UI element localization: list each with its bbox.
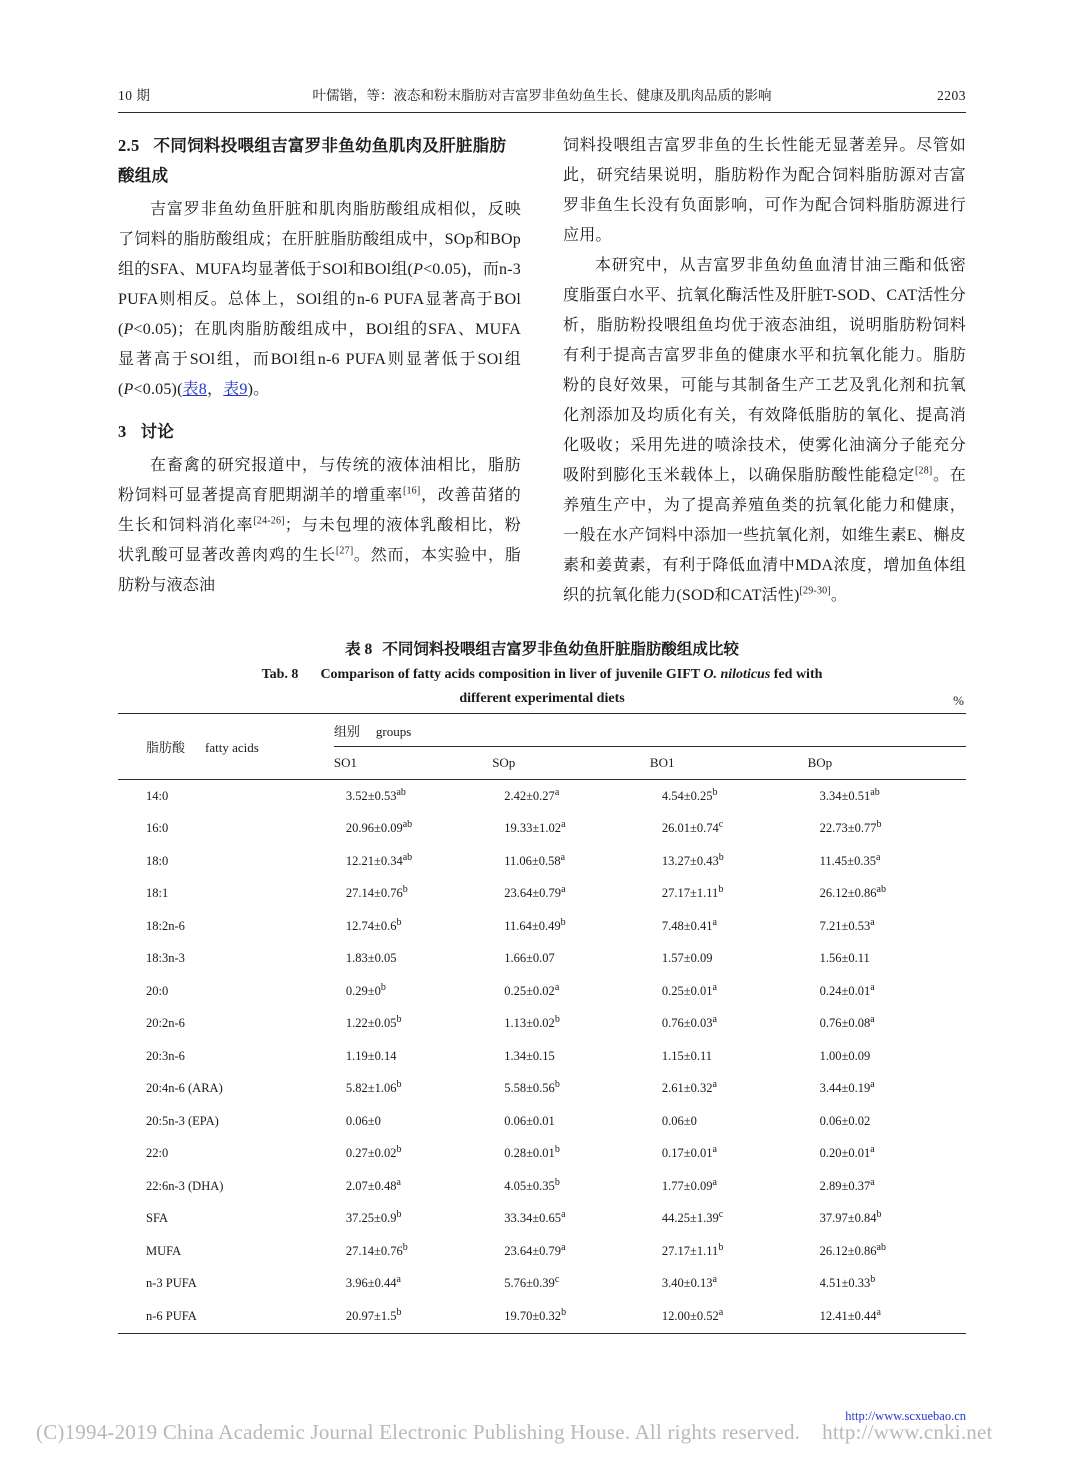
significance-superscript: b — [554, 1176, 560, 1188]
para-2-5-part-c: <0.05)；在肌肉脂肪酸组成中，BOl组的SFA、MUFA显著高于SOl组，而BOl组n-6 PUFA则显著低于SOl组( — [118, 321, 521, 398]
table8-cell: 19.33±1.02$^a$ — [504, 819, 566, 836]
table8-cell: 1.13±0.02$^b$ — [504, 1014, 560, 1031]
table8-cell: 37.97±0.84$^b$ — [819, 1209, 882, 1226]
table8-cell: 0.06±0.02 — [819, 1113, 871, 1128]
significance-superscript: b — [876, 819, 882, 831]
table-row — [118, 1040, 966, 1073]
significance-superscript: a — [561, 1241, 566, 1253]
para-2-5-part-e: ， — [207, 381, 224, 398]
significance-superscript: b — [554, 1079, 560, 1091]
table8-cell: 1.83±0.05 — [345, 951, 397, 966]
table8-cell: 11.45±0.35$^a$ — [819, 851, 881, 868]
table8-cell: 0.76±0.08$^a$ — [819, 1014, 875, 1031]
table8-row-label: 20:5n-3 (EPA) — [146, 1113, 219, 1128]
significance-superscript: ab — [402, 851, 413, 863]
table8-row-label: 20:2n-6 — [146, 1016, 185, 1031]
table8-col-header-3: BOp — [807, 755, 833, 770]
table8-cell: 12.74±0.6$^b$ — [345, 916, 402, 933]
table8-cell: 3.96±0.44$^a$ — [345, 1274, 401, 1291]
table8-cell: 0.25±0.02$^a$ — [504, 981, 560, 998]
table8-cell: 5.82±1.06$^b$ — [345, 1079, 402, 1096]
table-row — [118, 845, 966, 878]
table-row — [118, 1105, 966, 1138]
section-3-title: 讨论 — [140, 422, 175, 441]
table8-cell: 27.17±1.11$^b$ — [661, 884, 724, 901]
table8-row-label: 16:0 — [146, 821, 169, 836]
table8-title-en-2: fed with — [770, 667, 823, 682]
table8-cell: 11.06±0.58$^a$ — [504, 851, 566, 868]
para-right-2-part-a: 本研究中，从吉富罗非鱼幼鱼血清甘油三酯和低密度脂蛋白水平、抗氧化酶活性及肝脏T-SOD、CAT活性分析，脂肪粉投喂组鱼均优于液态油组，说明脂肪粉饲料有利于提高吉富罗非鱼的健康水平和抗氧化能力。脂肪粉的良好效果，可能与其制备生产工艺及乳化剂和抗氧化剂添加及均质化有关，有效降低脂肪的氧化、提高消化吸收；采用先进的喷涂技术，使雾化油滴分子能充分吸附到膨化玉米载体上，以确保脂肪酸性能稳定 — [563, 257, 966, 484]
significance-superscript: a — [870, 1079, 875, 1091]
significance-superscript: a — [712, 1274, 717, 1286]
table8-cell: 7.48±0.41$^a$ — [661, 916, 717, 933]
reference-29-30: [29-30] — [799, 585, 831, 597]
table8-cell: 1.56±0.11 — [819, 951, 870, 966]
significance-superscript: b — [402, 1241, 408, 1253]
table-row — [118, 1073, 966, 1106]
table8-row-label: MUFA — [146, 1243, 182, 1258]
table-row — [118, 878, 966, 911]
significance-superscript: b — [870, 1274, 876, 1286]
significance-superscript: c — [554, 1274, 560, 1286]
section-3-number: 3 — [118, 422, 127, 441]
table8-species-name: O. niloticus — [703, 667, 771, 682]
left-column — [118, 131, 521, 611]
significance-superscript: a — [554, 786, 560, 798]
table-row — [118, 1170, 966, 1203]
significance-superscript: a — [561, 819, 566, 831]
significance-superscript: b — [554, 1014, 560, 1026]
significance-superscript: a — [870, 981, 875, 993]
section-2-5-title: 不同饲料投喂组吉富罗非鱼幼鱼肌肉及肝脏脂肪酸组成 — [118, 136, 507, 185]
significance-superscript: a — [396, 1274, 401, 1286]
para-3-part-b: ，改善苗猪的生长和饲料消化率 — [118, 487, 521, 534]
para-2-5-italic-p-1: P — [413, 261, 424, 278]
significance-superscript: c — [718, 819, 724, 831]
table8-cell: 27.17±1.11$^b$ — [661, 1241, 724, 1258]
table8-cell: 0.20±0.01$^a$ — [819, 1144, 875, 1161]
table8-cell: 1.66±0.07 — [504, 951, 555, 966]
para-2-5-part-a: 吉富罗非鱼幼鱼肝脏和肌肉脂肪酸组成相似，反映了饲料的脂肪酸组成；在肝脏脂肪酸组成中，SOp和BOp组的SFA、MUFA均显著低于SOl和BOl组( — [118, 201, 521, 278]
significance-superscript: b — [396, 1014, 402, 1026]
significance-superscript: b — [396, 916, 402, 928]
significance-superscript: a — [560, 851, 566, 863]
page-content — [118, 86, 966, 1334]
significance-superscript: a — [712, 1014, 717, 1026]
table-row — [118, 1300, 966, 1333]
table-row — [118, 1138, 966, 1171]
table8-header-groups — [334, 714, 966, 747]
para-2-5-italic-p-3: P — [123, 381, 134, 398]
table8-cell: 0.06±0.01 — [504, 1113, 555, 1128]
table8-cell: 2.89±0.37$^a$ — [819, 1176, 875, 1193]
table8-row-label: SFA — [146, 1211, 169, 1226]
paragraph-right-2 — [563, 251, 966, 611]
significance-superscript: b — [560, 916, 566, 928]
table8-col-header-2: BO1 — [649, 755, 675, 770]
significance-superscript: ab — [876, 884, 886, 896]
table8-body — [118, 780, 966, 1334]
table8-cell: 0.76±0.03$^a$ — [661, 1014, 717, 1031]
para-3-part-c: ；与未包埋的液体乳酸相比，粉状乳酸可显著改善肉鸡的生长 — [118, 517, 521, 564]
para-3-part-a: 在畜禽的研究报道中，与传统的液体油相比，脂肪粉饲料可显著提高育肥期湖羊的增重率 — [118, 457, 521, 504]
table8-cell: 12.00±0.52$^a$ — [661, 1306, 724, 1323]
table8-header-groups-cn: 组别 — [333, 723, 360, 739]
para-right-2-part-c: 。 — [830, 587, 848, 604]
table-row — [118, 910, 966, 943]
para-2-5-part-d: <0.05)( — [133, 381, 183, 398]
body-columns — [118, 131, 966, 611]
table8-cell: 2.61±0.32$^a$ — [661, 1079, 717, 1096]
table8-title-en-1: Comparison of fatty acids composition in liver of juvenile GIFT — [320, 667, 704, 682]
table8-cell: 20.96±0.09$^{ab}$ — [345, 819, 413, 836]
table8-cell: 0.06±0 — [661, 1113, 697, 1128]
table8-header-row-groups — [118, 714, 966, 747]
table8-row-label: n-3 PUFA — [146, 1276, 197, 1291]
table8-row-label: 22:6n-3 (DHA) — [146, 1178, 224, 1193]
table-row — [118, 1008, 966, 1041]
table8-header-groups-en: groups — [375, 723, 412, 739]
significance-superscript: a — [396, 1176, 401, 1188]
table8-cell: 0.06±0 — [345, 1113, 381, 1128]
significance-superscript: a — [870, 1176, 875, 1188]
table8-cell: 27.14±0.76$^b$ — [345, 884, 408, 901]
reference-16: [16] — [402, 485, 421, 497]
table8-cell: 23.64±0.79$^a$ — [504, 884, 566, 901]
table8-cell: 20.97±1.5$^b$ — [345, 1306, 402, 1323]
table8-cell: 11.64±0.49$^b$ — [504, 916, 566, 933]
table8-cell: 3.34±0.51$^{ab}$ — [819, 786, 880, 803]
section-3-heading — [118, 417, 521, 447]
table8-cell: 44.25±1.39$^c$ — [661, 1209, 724, 1226]
para-right-2-part-b: 。在养殖生产中，为了提高养殖鱼类的抗氧化能力和健康，一般在水产饲料中添加一些抗氧化剂，如维生素E、槲皮素和姜黄素，有利于降低血清中MDA浓度，增加鱼体组织的抗氧化能力(SOD和CAT活性) — [563, 467, 966, 604]
table8-cell: 4.51±0.33$^b$ — [819, 1274, 876, 1291]
significance-superscript: a — [712, 981, 717, 993]
table8-cell: 4.05±0.35$^b$ — [504, 1176, 560, 1193]
significance-superscript: a — [876, 1306, 881, 1318]
table8-cell: 2.07±0.48$^a$ — [345, 1176, 401, 1193]
table8-cell: 12.21±0.34$^{ab}$ — [345, 851, 413, 868]
right-column — [563, 131, 966, 611]
para-2-5-part-f: )。 — [247, 381, 270, 398]
para-3-part-d: 。然而，本实验中，脂肪粉与液态油 — [118, 547, 521, 594]
significance-superscript: ab — [402, 819, 413, 831]
table8-cell: 1.19±0.14 — [345, 1048, 397, 1063]
table8-cell: $0.29\pm 0^b$ — [345, 981, 386, 998]
table8-col-header-0: SO1 — [333, 755, 357, 770]
running-head-page-number: 2203 — [937, 88, 966, 103]
table8-cell: 3.52±0.53$^{ab}$ — [345, 786, 406, 803]
significance-superscript: a — [718, 1306, 724, 1318]
table8-head — [118, 714, 966, 780]
significance-superscript: b — [396, 1079, 402, 1091]
significance-superscript: b — [876, 1209, 882, 1221]
table8-cell: 12.41±0.44$^a$ — [819, 1306, 881, 1323]
significance-superscript: b — [554, 1144, 560, 1156]
table8 — [118, 713, 966, 1334]
significance-superscript: b — [396, 1144, 402, 1156]
table8-cell: 3.44±0.19$^a$ — [819, 1079, 875, 1096]
table8-row-label: 18:3n-3 — [146, 951, 185, 966]
table8-header-fa-en: fatty acids — [205, 740, 259, 755]
table8-cell: 5.76±0.39$^c$ — [504, 1274, 560, 1291]
table8-cell: 26.12±0.86$^{ab}$ — [819, 1241, 886, 1258]
table8-row-label: 20:4n-6 (ARA) — [146, 1081, 223, 1096]
significance-superscript: a — [870, 1014, 875, 1026]
significance-superscript: a — [712, 916, 717, 928]
significance-superscript: ab — [870, 786, 880, 798]
paragraph-3-1 — [118, 451, 521, 601]
running-head-title: 叶儒锴，等：液态和粉末脂肪对吉富罗非鱼幼鱼生长、健康及肌肉品质的影响 — [312, 88, 772, 103]
table8-cell: 23.64±0.79$^a$ — [504, 1241, 566, 1258]
table8-row-label: 14:0 — [146, 788, 169, 803]
table8-label-en: Tab. 8 — [261, 667, 299, 682]
copyright-text: (C)1994-2019 China Academic Journal Electronic Publishing House. All rights reserved. — [36, 1420, 801, 1444]
table-row — [118, 1235, 966, 1268]
journal-url-link[interactable]: http://www.scxuebao.cn — [845, 1409, 966, 1423]
para-2-5-part-b: <0.05)，而n-3 PUFA则相反。总体上，SOl组的n-6 PUFA显著高于BOl ( — [118, 261, 521, 338]
significance-superscript: a — [554, 981, 560, 993]
table-row — [118, 813, 966, 846]
running-head-issue: 10 期 — [118, 88, 151, 103]
table8-cell: 4.54±0.25$^b$ — [661, 786, 718, 803]
table8-cell: 1.15±0.11 — [661, 1048, 713, 1063]
paragraph-2-5 — [118, 195, 521, 405]
significance-superscript: c — [718, 1209, 724, 1221]
significance-superscript: b — [718, 884, 724, 896]
table8-cell: 3.40±0.13$^a$ — [661, 1274, 717, 1291]
table8-caption-chinese — [118, 637, 966, 663]
table8-label-cn: 表 8 — [345, 641, 373, 658]
table-row — [118, 780, 966, 813]
table8-col-header-1: SOp — [492, 755, 516, 770]
table8-cell: 1.57±0.09 — [661, 951, 713, 966]
table8-caption-english — [118, 663, 966, 687]
table8-row-label: 18:2n-6 — [146, 918, 185, 933]
section-2-5-heading — [118, 131, 521, 191]
table8-header-fa-cn: 脂肪酸 — [146, 740, 186, 755]
paragraph-right-1: 饲料投喂组吉富罗非鱼的生长性能无显著差异。尽管如此，研究结果说明，脂肪粉作为配合饲料脂肪源对吉富罗非鱼生长没有负面影响，可作为配合饲料脂肪源进行应用。 — [563, 137, 966, 244]
significance-superscript: b — [718, 851, 724, 863]
table8-caption-english-line2: different experimental diets — [459, 691, 625, 706]
table8-row-label: 20:3n-6 — [146, 1048, 185, 1063]
table-row — [118, 1268, 966, 1301]
table9-crossref-link[interactable]: 表9 — [223, 381, 248, 398]
table8-cell: 0.28±0.01$^b$ — [504, 1144, 560, 1161]
table8-row-label: 18:1 — [146, 886, 169, 901]
significance-superscript: b — [402, 884, 408, 896]
significance-superscript: b — [380, 981, 386, 993]
table8-row-label: 22:0 — [146, 1146, 169, 1161]
table8-cell: 1.34±0.15 — [504, 1048, 555, 1063]
table-row — [118, 943, 966, 976]
significance-superscript: ab — [876, 1241, 886, 1253]
reference-24-26: [24-26] — [253, 515, 285, 527]
significance-superscript: a — [712, 1144, 717, 1156]
table-row — [118, 1203, 966, 1236]
significance-superscript: a — [870, 1144, 875, 1156]
cnki-url: http://www.cnki.net — [822, 1420, 993, 1444]
table8-unit: % — [953, 693, 964, 708]
table8-cell: 26.12±0.86$^{ab}$ — [819, 884, 886, 901]
running-head — [118, 86, 966, 113]
table8-row-label: 18:0 — [146, 853, 169, 868]
table8-row-label: 20:0 — [146, 983, 169, 998]
reference-28: [28] — [915, 465, 933, 477]
significance-superscript: a — [561, 884, 566, 896]
para-2-5-italic-p-2: P — [123, 321, 134, 338]
table8-cell: 27.14±0.76$^b$ — [345, 1241, 408, 1258]
table8-title-cn: 不同饲料投喂组吉富罗非鱼幼鱼肝脏脂肪酸组成比较 — [382, 641, 739, 658]
table8-cell: 13.27±0.43$^b$ — [661, 851, 724, 868]
significance-superscript: b — [396, 1306, 402, 1318]
section-2-5-number: 2.5 — [118, 136, 140, 155]
table8-cell: 0.25±0.01$^a$ — [661, 981, 717, 998]
table8-cell: 19.70±0.32$^b$ — [504, 1306, 567, 1323]
reference-27: [27] — [335, 545, 354, 557]
table8-cell: 0.24±0.01$^a$ — [819, 981, 875, 998]
table8-crossref-link[interactable]: 表8 — [182, 381, 208, 398]
significance-superscript: b — [718, 1241, 724, 1253]
table8-cell: 22.73±0.77$^b$ — [819, 819, 882, 836]
significance-superscript: b — [712, 786, 718, 798]
table8-cell: 0.27±0.02$^b$ — [345, 1144, 402, 1161]
table8-cell: 1.77±0.09$^a$ — [661, 1176, 717, 1193]
cnki-copyright-footer — [36, 1420, 1048, 1445]
table8-row-label: n-6 PUFA — [146, 1308, 197, 1323]
significance-superscript: a — [876, 851, 881, 863]
table8-cell: 1.22±0.05$^b$ — [345, 1014, 402, 1031]
table8-cell: 7.21±0.53$^a$ — [819, 916, 875, 933]
significance-superscript: a — [870, 916, 875, 928]
table8-cell: 26.01±0.74$^c$ — [661, 819, 724, 836]
table8-header-fatty-acids — [118, 714, 334, 780]
table8-cell: 33.34±0.65$^a$ — [504, 1209, 566, 1226]
significance-superscript: a — [712, 1176, 717, 1188]
significance-superscript: b — [561, 1306, 567, 1318]
table8-cell: 5.58±0.56$^b$ — [504, 1079, 560, 1096]
table8-cell: 2.42±0.27$^a$ — [504, 786, 560, 803]
significance-superscript: b — [396, 1209, 402, 1221]
significance-superscript: ab — [396, 786, 406, 798]
table8-cell: 1.00±0.09 — [819, 1048, 871, 1063]
table8-cell: 0.17±0.01$^a$ — [661, 1144, 717, 1161]
table-row — [118, 975, 966, 1008]
table8-cell: 37.25±0.9$^b$ — [345, 1209, 402, 1226]
significance-superscript: a — [561, 1209, 566, 1221]
significance-superscript: a — [712, 1079, 717, 1091]
